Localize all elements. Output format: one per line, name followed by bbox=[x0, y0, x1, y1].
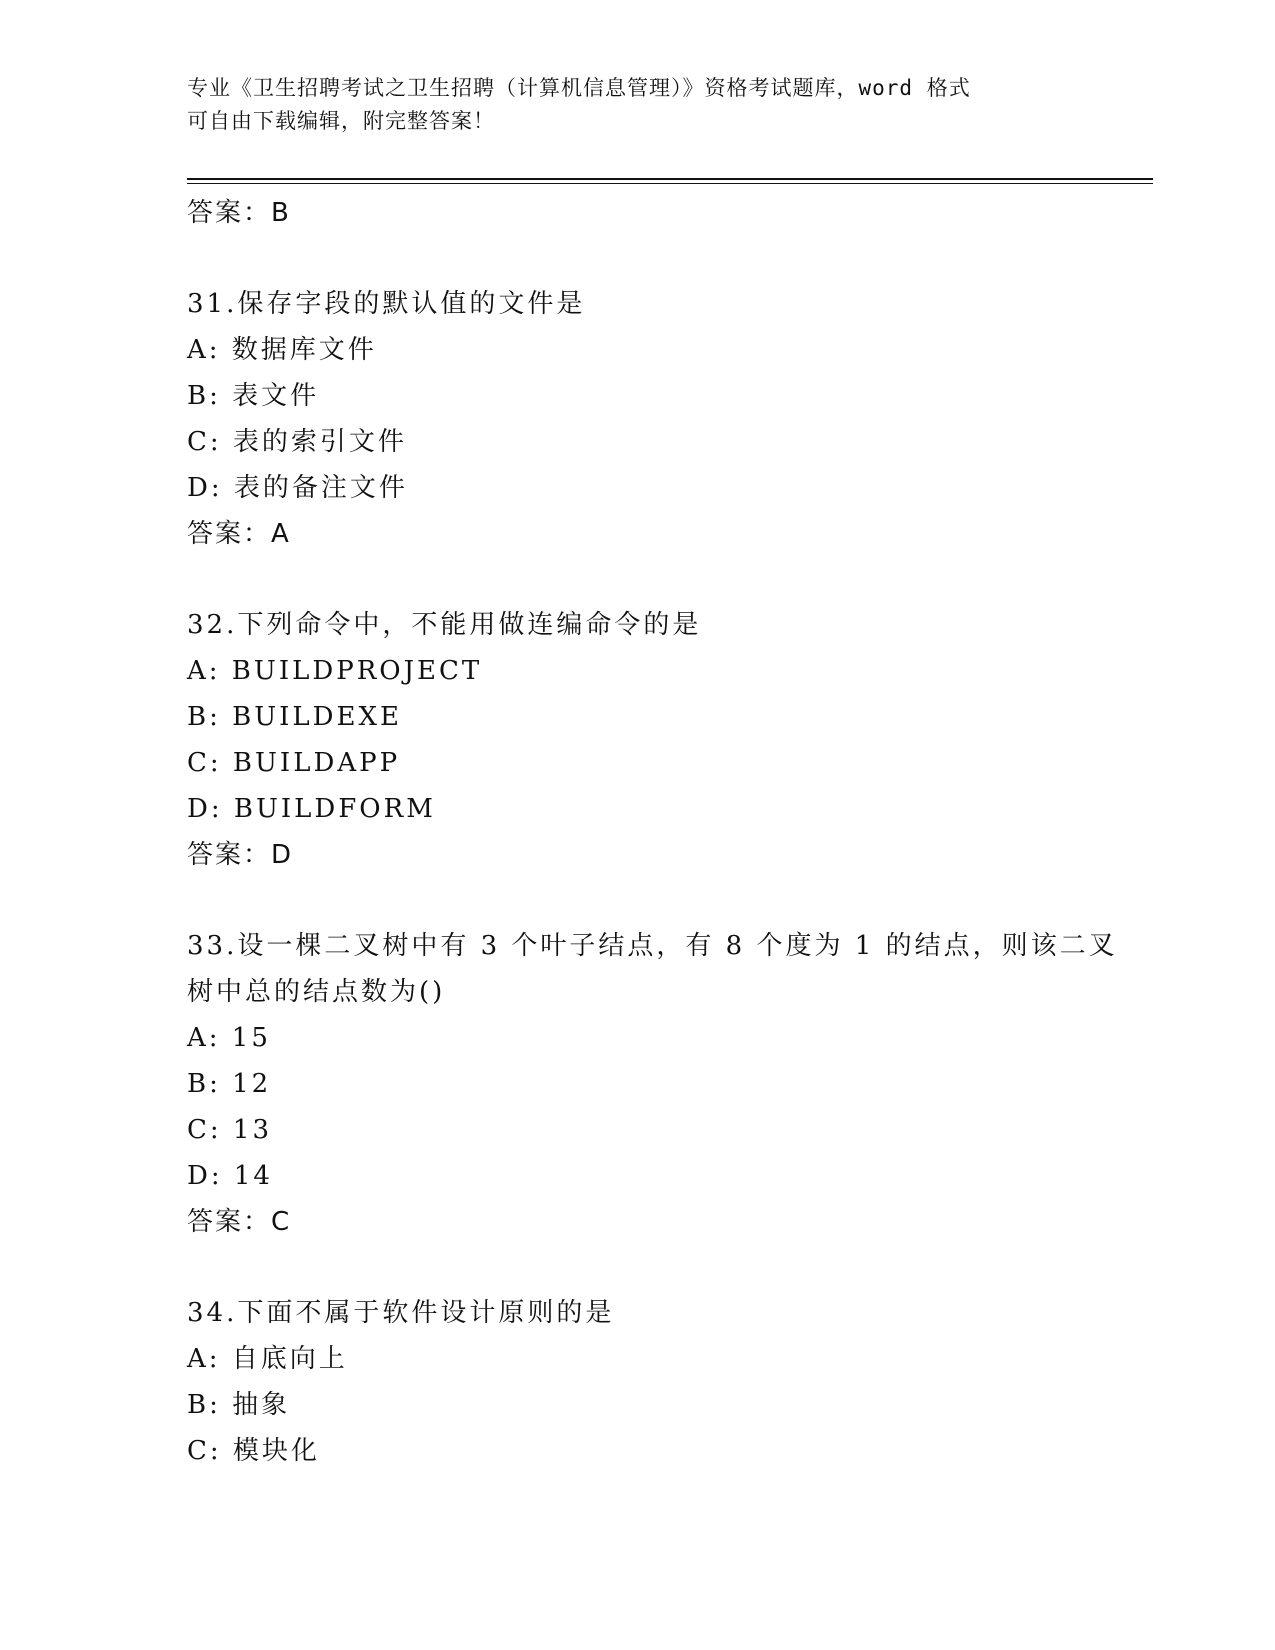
header-divider-top bbox=[187, 178, 1153, 180]
option-b: B: 抽象 bbox=[187, 1390, 291, 1420]
spacer bbox=[187, 236, 1153, 281]
question-block bbox=[187, 602, 1153, 878]
answer-line: 答案：C bbox=[187, 1207, 292, 1237]
option-c: C: 模块化 bbox=[187, 1436, 320, 1466]
header-line-2: 可自由下载编辑，附完整答案！ bbox=[187, 109, 495, 133]
option-c: C: 表的索引文件 bbox=[187, 427, 407, 457]
option-a: A: 数据库文件 bbox=[187, 335, 377, 365]
question-text: 34.下面不属于软件设计原则的是 bbox=[187, 1298, 615, 1328]
option-d: D: 表的备注文件 bbox=[187, 473, 408, 503]
spacer bbox=[187, 1245, 1153, 1290]
option-d: D: BUILDFORM bbox=[187, 794, 436, 824]
question-block bbox=[187, 923, 1153, 1245]
question-block bbox=[187, 1290, 1153, 1474]
question-text: 32.下列命令中，不能用做连编命令的是 bbox=[187, 610, 702, 640]
document-header bbox=[187, 72, 1087, 138]
option-a: A: 自底向上 bbox=[187, 1344, 348, 1374]
option-a: A: BUILDPROJECT bbox=[187, 656, 483, 686]
option-d: D: 14 bbox=[187, 1161, 273, 1191]
answer-line: 答案：D bbox=[187, 840, 294, 870]
option-a: A: 15 bbox=[187, 1023, 271, 1053]
question-block bbox=[187, 281, 1153, 557]
spacer bbox=[187, 557, 1153, 602]
spacer bbox=[187, 878, 1153, 923]
header-divider-bottom bbox=[187, 183, 1153, 184]
option-b: B: 12 bbox=[187, 1069, 272, 1099]
option-c: C: 13 bbox=[187, 1115, 273, 1145]
answer-line: 答案：A bbox=[187, 519, 291, 549]
question-list bbox=[187, 190, 1153, 1474]
option-b: B: 表文件 bbox=[187, 381, 320, 411]
question-text: 31.保存字段的默认值的文件是 bbox=[187, 289, 586, 319]
option-b: B: BUILDEXE bbox=[187, 702, 402, 732]
question-text-line-2: 树中总的结点数为() bbox=[187, 977, 446, 1007]
answer-line: 答案：B bbox=[187, 198, 291, 228]
option-c: C: BUILDAPP bbox=[187, 748, 401, 778]
question-text-line-1: 33.设一棵二叉树中有 3 个叶子结点，有 8 个度为 1 的结点，则该二叉 bbox=[187, 931, 1118, 961]
header-line-1: 专业《卫生招聘考试之卫生招聘（计算机信息管理）》资格考试题库，word 格式 bbox=[187, 76, 971, 100]
